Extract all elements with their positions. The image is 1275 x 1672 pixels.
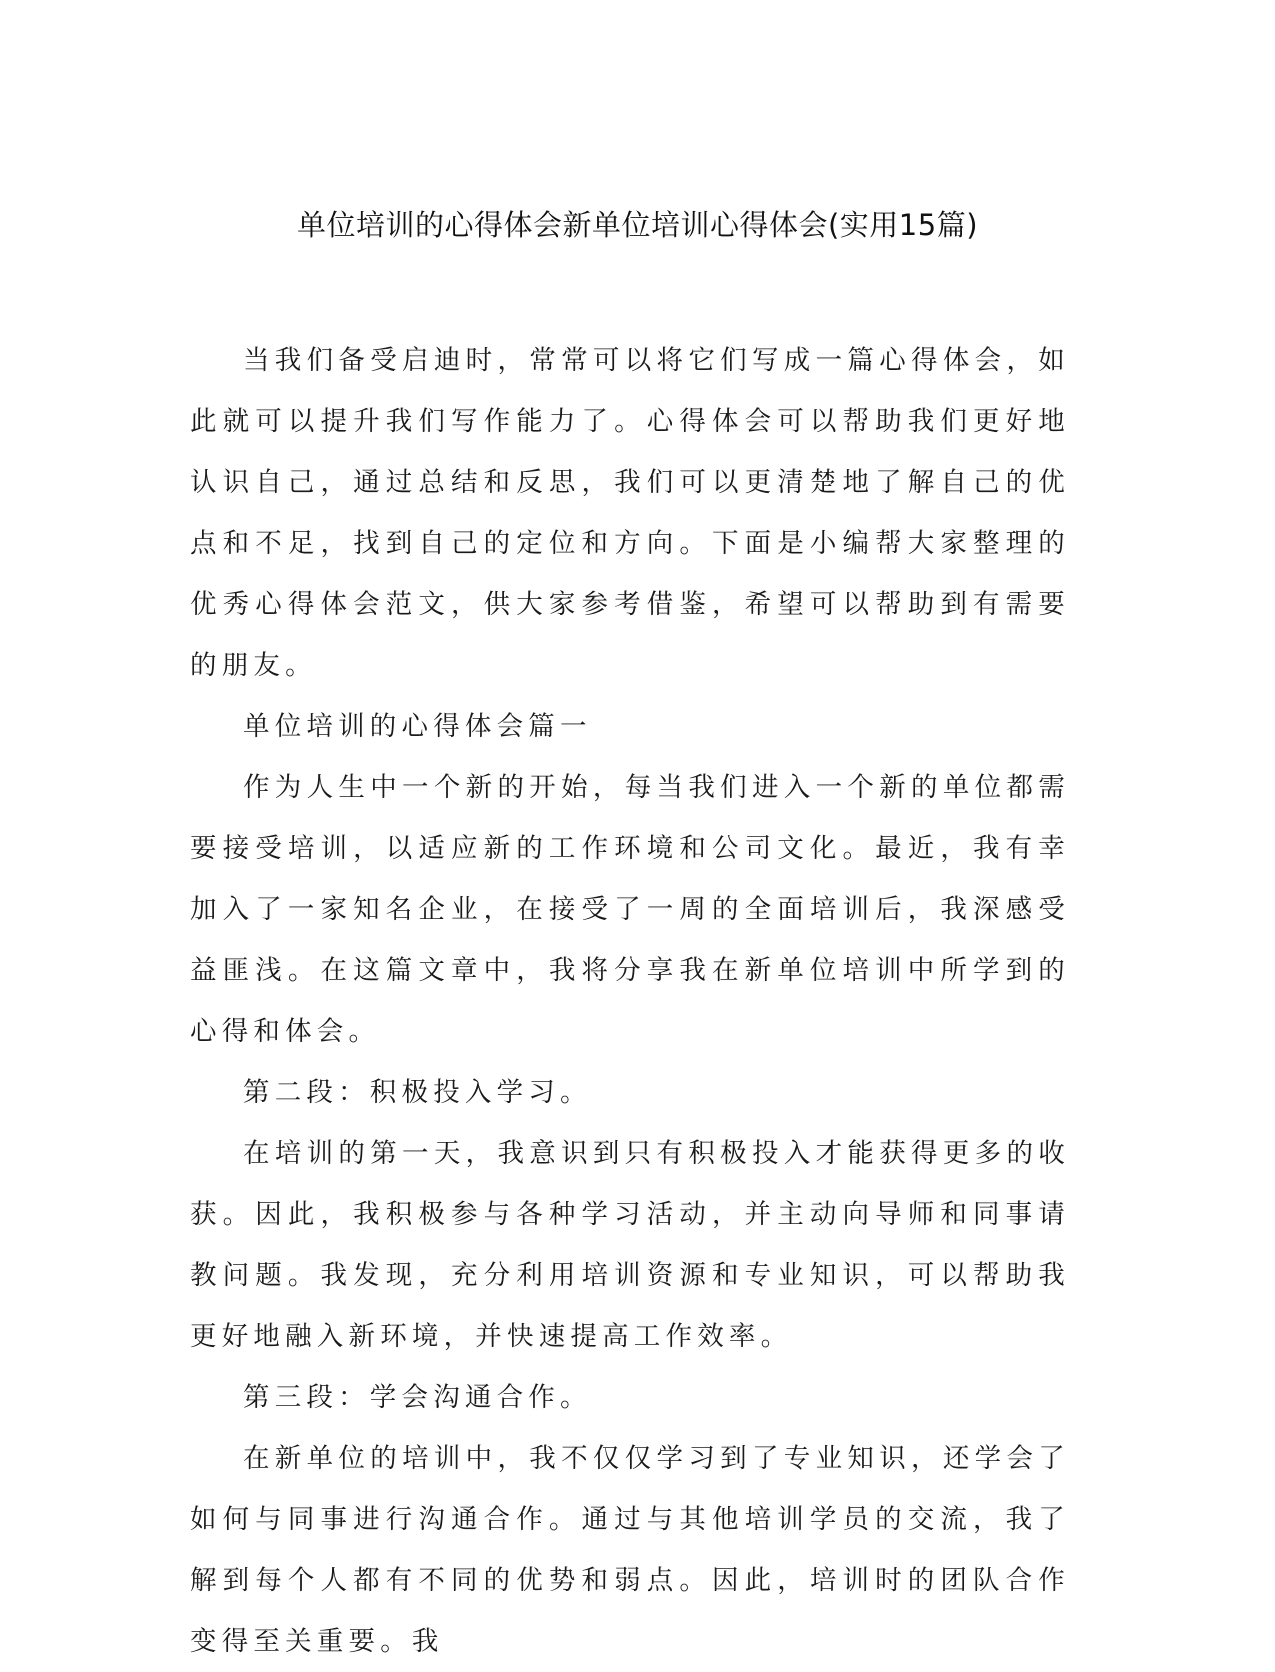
- intro-paragraph: 当我们备受启迪时，常常可以将它们写成一篇心得体会，如此就可以提升我们写作能力了。心得体会可以帮助我们更好地认识自己，通过总结和反思，我们可以更清楚地了解自己的优点和不足，找到自己的定位和方向。下面是小编帮大家整理的优秀心得体会范文，供大家参考借鉴，希望可以帮助到有需要的朋友。: [190, 345, 1070, 681]
- body-paragraph: 在培训的第一天，我意识到只有积极投入才能获得更多的收获。因此，我积极参与各种学习活动，并主动向导师和同事请教问题。我发现，充分利用培训资源和专业知识，可以帮助我更好地融入新环境，并快速提高工作效率。: [190, 1138, 1070, 1352]
- body-paragraph: 作为人生中一个新的开始，每当我们进入一个新的单位都需要接受培训，以适应新的工作环境和公司文化。最近，我有幸加入了一家知名企业，在接受了一周的全面培训后，我深感受益匪浅。在这篇文章中，我将分享我在新单位培训中所学到的心得和体会。: [190, 772, 1070, 1047]
- document-body: [190, 330, 1070, 1672]
- section-heading: 第二段：积极投入学习。: [243, 1077, 592, 1108]
- section-heading: 单位培训的心得体会篇一: [243, 711, 592, 742]
- body-paragraph: 在新单位的培训中，我不仅仅学习到了专业知识，还学会了如何与同事进行沟通合作。通过与其他培训学员的交流，我了解到每个人都有不同的优势和弱点。因此，培训时的团队合作变得至关重要。我: [190, 1443, 1070, 1657]
- document-title: 单位培训的心得体会新单位培训心得体会(实用15篇): [296, 208, 979, 242]
- section-heading: 第三段：学会沟通合作。: [243, 1382, 592, 1413]
